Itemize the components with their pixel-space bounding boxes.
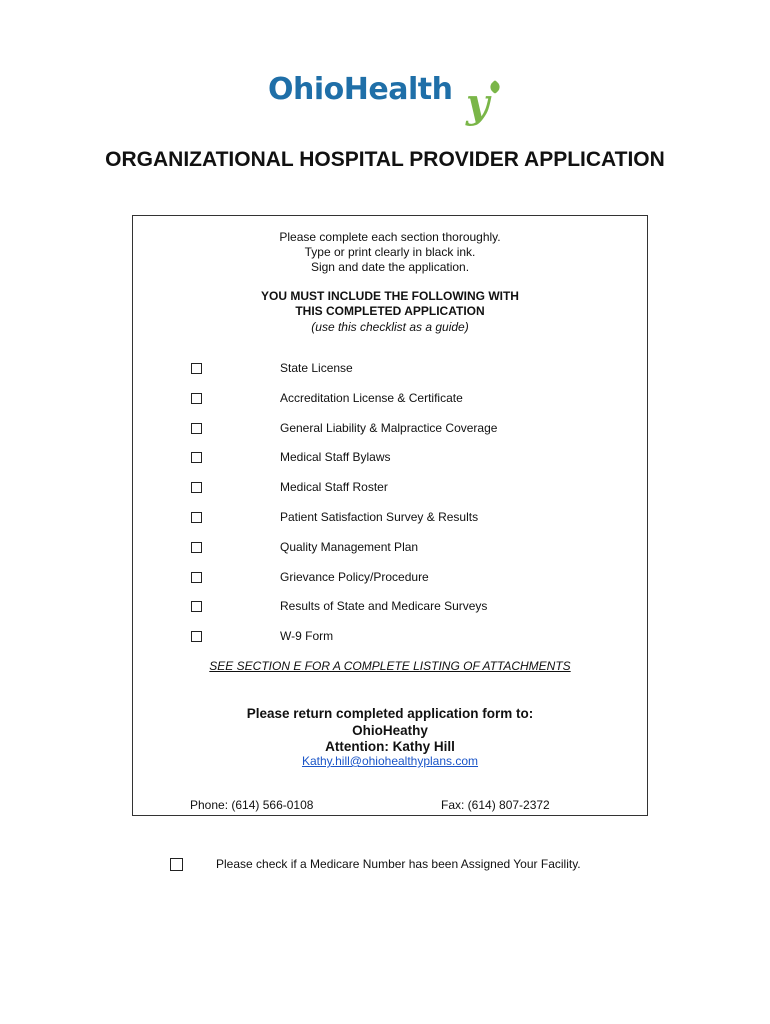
checklist-item-label: Grievance Policy/Procedure [280, 569, 429, 584]
checkbox[interactable] [191, 542, 202, 553]
see-section-e-note: SEE SECTION E FOR A COMPLETE LISTING OF ATTACHMENTS [209, 659, 571, 673]
phone-number: Phone: (614) 566-0108 [190, 798, 314, 812]
checklist-item [191, 421, 631, 451]
checkbox[interactable] [191, 572, 202, 583]
checkbox[interactable] [191, 363, 202, 374]
must-include-line: YOU MUST INCLUDE THE FOLLOWING WITH [261, 289, 519, 303]
checklist-item-label: General Liability & Malpractice Coverage [280, 420, 498, 435]
checklist-item [191, 570, 631, 600]
checkbox[interactable] [191, 423, 202, 434]
checklist-item-label: State License [280, 361, 353, 375]
email-link[interactable]: Kathy.hill@ohiohealthyplans.com [301, 754, 479, 768]
instruction-line: Please complete each section thoroughly. [279, 230, 501, 244]
medicare-checkbox[interactable] [170, 858, 183, 871]
return-attention: Attention: Kathy Hill [325, 739, 455, 754]
must-include-line: THIS COMPLETED APPLICATION [295, 304, 485, 318]
checklist-item-label: W-9 Form [280, 629, 334, 644]
checklist-item-label: Accreditation License & Certificate [280, 390, 463, 405]
checkbox[interactable] [191, 452, 202, 463]
checkbox[interactable] [191, 631, 202, 642]
checklist-item [191, 510, 631, 540]
checkbox[interactable] [191, 601, 202, 612]
checklist-item-label: Quality Management Plan [280, 539, 419, 554]
attachment-checklist [191, 361, 631, 659]
checklist-item [191, 540, 631, 570]
ohiohealthy-logo [268, 66, 508, 136]
fax-number: Fax: (614) 807-2372 [441, 798, 550, 812]
checklist-item [191, 450, 631, 480]
medicare-check-label: Please check if a Medicare Number has been Assigned Your Facility. [216, 857, 581, 871]
instruction-line: Type or print clearly in black ink. [304, 245, 476, 259]
page-title: ORGANIZATIONAL HOSPITAL PROVIDER APPLICATION [105, 148, 665, 171]
return-instructions [133, 706, 647, 756]
instructions [133, 230, 647, 275]
checklist-item [191, 629, 631, 659]
instruction-line: Sign and date the application. [310, 260, 470, 274]
logo-y-glyph: y [466, 80, 490, 127]
checklist-item [191, 599, 631, 629]
checkbox[interactable] [191, 482, 202, 493]
guide-note: (use this checklist as a guide) [311, 320, 469, 334]
checklist-item-label: Results of State and Medicare Surveys [280, 599, 488, 614]
logo-wordmark: OhioHealth [268, 72, 453, 107]
return-organization: OhioHeathy [352, 722, 428, 738]
must-include-heading [133, 289, 647, 319]
checkbox[interactable] [191, 512, 202, 523]
checkbox[interactable] [191, 393, 202, 404]
return-line: Please return completed application form to: [246, 706, 534, 721]
checklist-item [191, 480, 631, 510]
checklist-box [132, 215, 648, 816]
checklist-item-label: Patient Satisfaction Survey & Results [280, 509, 479, 524]
checklist-item-label: Medical Staff Bylaws [280, 450, 391, 465]
checklist-item [191, 361, 631, 391]
checklist-item-label: Medical Staff Roster [280, 480, 388, 495]
leaf-icon [488, 80, 502, 94]
checklist-item [191, 391, 631, 421]
